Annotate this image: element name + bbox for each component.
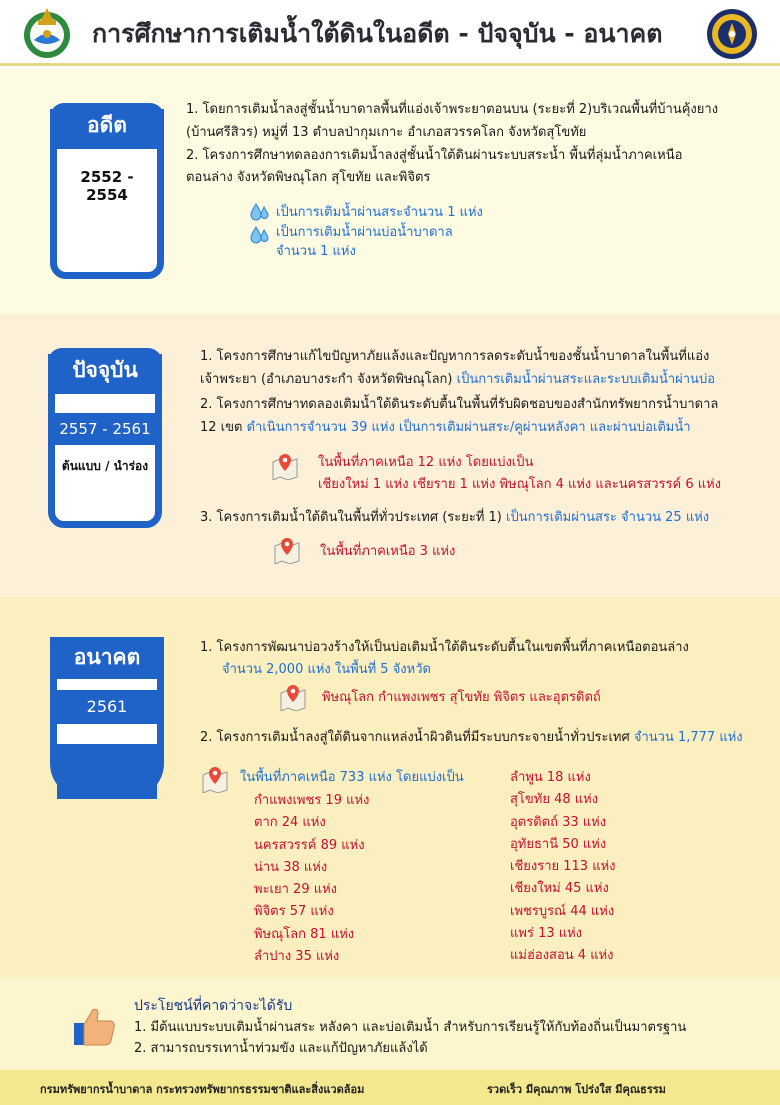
present-north3: ในพื้นที่ภาคเหนือ 3 แห่ง	[320, 544, 456, 559]
future-item1-line1: 1. โครงการพัฒนาบ่อวงร้างให้เป็นบ่อเติมน้ำใต้ดินระดับตื้นในเขตพื้นที่ภาคเหนือตอนล่าง	[200, 640, 689, 655]
benefit-line1: 1. มีต้นแบบระบบเติมน้ำผ่านสระ หลังคา และบ่อเติมน้ำ สำหรับการเรียนรู้ให้กับท้องถิ่นเป็นมาตรฐาน	[134, 1020, 687, 1035]
present-item2-line2-b: ดำเนินการจำนวน 39 แห่ง เป็นการเติมผ่านสระ/คูผ่านหลังคา และผ่านบ่อเติมน้ำ	[246, 420, 691, 435]
map-pin-icon	[278, 683, 308, 711]
water-drop-icon	[250, 226, 270, 244]
future-item2-a: 2. โครงการเติมน้ำลงสู่ใต้ดินจากแหล่งน้ำผิวดินที่มีระบบกระจายน้ำทั่วประเทศ	[200, 730, 634, 745]
footer-left: กรมทรัพยากรน้ำบาดาล กระทรวงทรัพยากรธรรมชาติและสิ่งแวดล้อม	[40, 1083, 365, 1096]
province-count-item: แพร่ 13 แห่ง	[510, 926, 583, 942]
page-title: การศึกษาการเติมน้ำใต้ดินในอดีต - ปัจจุบัน - อนาคต	[92, 19, 663, 48]
thumbs-up-icon	[72, 1007, 116, 1047]
present-item2-line2	[200, 417, 691, 439]
present-item1-line2-a: เจ้าพระยา (อำเภอบางระกำ จังหวัดพิษณุโลก)	[200, 372, 457, 387]
past-item1-line2: (บ้านศรีสิวร) หมู่ที่ 13 ตำบลป่ากุมเกาะ อำเภอสวรรคโลก จังหวัดสุโขทัย	[186, 125, 587, 140]
province-count-item: แม่ฮ่องสอน 4 แห่ง	[510, 948, 614, 964]
province-count-item: ลำพูน 18 แห่ง	[510, 770, 591, 785]
present-years: 2557 - 2561	[55, 413, 155, 445]
past-item1-line1: 1. โดยการเติมน้ำลงสู่ชั้นน้ำบาดาลพื้นที่แอ่งเจ้าพระยาตอนบน (ระยะที่ 2)บริเวณพื้นที่บ้านคุ้งยาง	[186, 102, 719, 117]
province-count-item: เชียงราย 113 แห่ง	[510, 859, 616, 875]
province-count-item: ตาก 24 แห่ง	[254, 815, 326, 831]
province-count-item: น่าน 38 แห่ง	[254, 859, 328, 875]
present-north-line1: ในพื้นที่ภาคเหนือ 12 แห่ง โดยแบ่งเป็น	[318, 455, 534, 470]
ministry-seal-icon	[706, 8, 758, 60]
water-drop-icon	[250, 203, 270, 221]
province-count-item: พิษณุโลก 81 แห่ง	[254, 926, 355, 942]
department-seal-icon	[20, 6, 74, 60]
past-note2-line1: เป็นการเติมน้ำผ่านบ่อน้ำบาดาล	[276, 225, 453, 240]
past-years: 2552 - 2554	[80, 168, 134, 204]
map-pin-icon	[270, 452, 300, 480]
past-note2-line2: จำนวน 1 แห่ง	[276, 244, 356, 259]
future-left-list	[254, 790, 369, 968]
present-item3-a: 3. โครงการเติมน้ำใต้ดินในพื้นที่ทั่วประเทศ (ระยะที่ 1)	[200, 510, 507, 525]
province-count-item: สุโขทัย 48 แห่ง	[510, 792, 599, 808]
present-section	[0, 314, 780, 597]
province-count-item: เพชรบูรณ์ 44 แห่ง	[510, 903, 615, 919]
past-section	[0, 69, 780, 314]
past-item2-line1: 2. โครงการศึกษาทดลองการเติมน้ำลงสู่ชั้นน้ำใต้ดินผ่านระบบสระน้ำ พื้นที่ลุ่มน้ำภาคเหนือ	[186, 148, 683, 163]
benefit-title: ประโยชน์ที่คาดว่าจะได้รับ	[134, 998, 293, 1014]
past-item2-line2: ตอนล่าง จังหวัดพิษณุโลก สุโขทัย และพิจิตร	[186, 170, 431, 185]
map-pin-icon	[272, 536, 302, 564]
map-pin-icon	[200, 765, 230, 793]
present-item2-line1: 2. โครงการศึกษาทดลองเติมน้ำใต้ดินระดับตื้นในพื้นที่รับผิดชอบของสำนักทรัพยากรน้ำบาดาล	[200, 397, 719, 412]
province-count-item: ลำปาง 35 แห่ง	[254, 949, 340, 965]
present-item1-line2	[200, 369, 715, 391]
future-label: อนาคต	[50, 637, 164, 679]
present-item3-b: เป็นการเติมผ่านสระ จำนวน 25 แห่ง	[506, 510, 710, 525]
past-label: อดีต	[50, 103, 164, 149]
page-header	[0, 0, 780, 66]
province-count-item: พะเยา 29 แห่ง	[254, 882, 338, 898]
benefit-line2: 2. สามารถบรรเทาน้ำท่วมขัง และแก้ปัญหาภัยแล้งได้	[134, 1041, 428, 1056]
future-water-fill	[57, 744, 157, 799]
page-footer	[0, 1070, 780, 1105]
future-item2	[200, 727, 743, 749]
province-count-item: นครสวรรค์ 89 แห่ง	[254, 837, 365, 853]
province-count-item: อุทัยธานี 50 แห่ง	[510, 836, 607, 852]
benefit-section	[0, 977, 780, 1070]
future-section	[0, 597, 780, 977]
past-note1: เป็นการเติมน้ำผ่านสระจำนวน 1 แห่ง	[276, 205, 483, 220]
future-item1-line2: จำนวน 2,000 แห่ง ในพื้นที่ 5 จังหวัด	[222, 662, 431, 677]
present-item1-line1: 1. โครงการศึกษาแก้ไขปัญหาภัยแล้งและปัญหาการลดระดับน้ำของชั้นน้ำบาดาลในพื้นที่แอ่ง	[200, 349, 710, 364]
future-year: 2561	[57, 690, 157, 724]
province-count-item: เชียงใหม่ 45 แห่ง	[510, 881, 609, 897]
present-item2-line2-a: 12 เขต	[200, 420, 247, 435]
province-count-item: อุตรดิตถ์ 33 แห่ง	[510, 814, 607, 830]
footer-right: รวดเร็ว มีคุณภาพ โปร่งใส มีคุณธรรม	[487, 1083, 666, 1096]
present-label: ปัจจุบัน	[48, 348, 162, 394]
future-right-list	[510, 767, 616, 968]
future-north-total: ในพื้นที่ภาคเหนือ 733 แห่ง โดยแบ่งเป็น	[240, 770, 464, 785]
future-item2-b: จำนวน 1,777 แห่ง	[633, 730, 743, 745]
future-provinces5: พิษณุโลก กำแพงเพชร สุโขทัย พิจิตร และอุตรดิตถ์	[322, 690, 601, 705]
present-sublabel: ต้นแบบ / นำร่อง	[61, 459, 149, 473]
present-item3	[200, 507, 709, 529]
province-count-item: พิจิตร 57 แห่ง	[254, 904, 334, 920]
present-item1-line2-b: เป็นการเติมน้ำผ่านสระและระบบเติมน้ำผ่านบ่อ	[456, 372, 716, 387]
present-north-line2: เชียงใหม่ 1 แห่ง เชียราย 1 แห่ง พิษณุโลก 4 แห่ง และนครสวรรค์ 6 แห่ง	[318, 477, 722, 492]
province-count-item: กำแพงเพชร 19 แห่ง	[254, 793, 370, 808]
